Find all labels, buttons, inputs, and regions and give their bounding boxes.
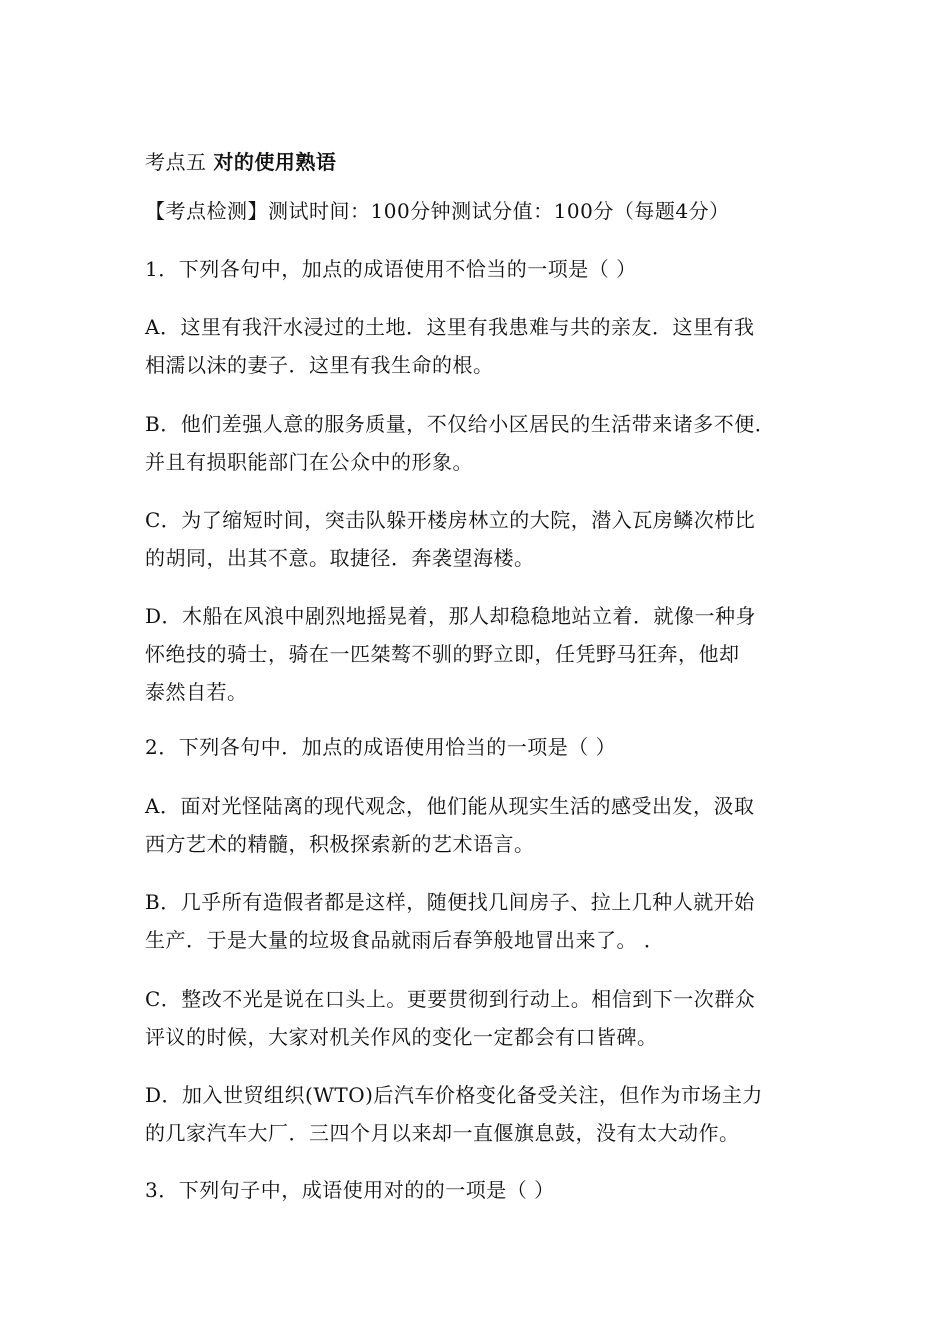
section-title bbox=[145, 143, 825, 181]
question-1-stem bbox=[145, 250, 825, 288]
question-1-option-d bbox=[145, 597, 825, 711]
test-info-text: 【考点检测】测试时间：100分钟测试分值：100分（每题4分） bbox=[145, 199, 730, 223]
question-3-stem bbox=[145, 1171, 825, 1209]
option-line: D．木船在风浪中剧烈地摇晃着，那人却稳稳地站立着．就像一种身 bbox=[145, 604, 757, 628]
section-number: 考点五 bbox=[145, 150, 207, 174]
option-line: C．为了缩短时间，突击队躲开楼房林立的大院，潜入瓦房鳞次栉比 bbox=[145, 508, 756, 532]
option-line: 相濡以沫的妻子．这里有我生命的根。 bbox=[145, 353, 494, 377]
option-line: 西方艺术的精髓，积极探索新的艺术语言。 bbox=[145, 832, 535, 856]
option-line: 并且有损职能部门在公众中的形象。 bbox=[145, 450, 473, 474]
question-2-option-b bbox=[145, 883, 825, 959]
question-stem: 1．下列各句中，加点的成语使用不恰当的一项是（ ） bbox=[145, 257, 637, 281]
question-2-option-d bbox=[145, 1076, 825, 1152]
option-line: 的胡同，出其不意。取捷径．奔袭望海楼。 bbox=[145, 546, 535, 570]
option-line: B．几乎所有造假者都是这样，随便找几间房子、拉上几种人就开始 bbox=[145, 890, 755, 914]
option-line: B．他们差强人意的服务质量，不仅给小区居民的生活带来诸多不便． bbox=[145, 412, 776, 436]
option-line: A．这里有我汗水浸过的土地．这里有我患难与共的亲友．这里有我 bbox=[145, 315, 755, 339]
question-2-option-c bbox=[145, 980, 825, 1056]
option-line: C．整改不光是说在口头上。更要贯彻到行动上。相信到下一次群众 bbox=[145, 987, 756, 1011]
question-1-option-a bbox=[145, 308, 825, 384]
option-line: 评议的时候，大家对机关作风的变化一定都会有口皆碑。 bbox=[145, 1025, 658, 1049]
section-heading: 对的使用熟语 bbox=[213, 150, 337, 174]
question-1-option-c bbox=[145, 501, 825, 577]
question-2-option-a bbox=[145, 787, 825, 863]
option-line: 的几家汽车大厂．三四个月以来却一直偃旗息鼓，没有太大动作。 bbox=[145, 1121, 740, 1145]
option-line: 怀绝技的骑士，骑在一匹桀骜不驯的野立即，任凭野马狂奔，他却 bbox=[145, 642, 740, 666]
question-stem: 2．下列各句中．加点的成语使用恰当的一项是（ ） bbox=[145, 735, 617, 759]
question-stem: 3．下列句子中，成语使用对的的一项是（ ） bbox=[145, 1178, 555, 1202]
option-line: A．面对光怪陆离的现代观念，他们能从现实生活的感受出发，汲取 bbox=[145, 794, 755, 818]
test-info bbox=[145, 192, 825, 230]
option-line: 泰然自若。 bbox=[145, 680, 248, 704]
option-line: D．加入世贸组织(WTO)后汽车价格变化备受关注，但作为市场主力 bbox=[145, 1083, 763, 1107]
question-1-option-b bbox=[145, 405, 825, 481]
option-line: 生产．于是大量的垃圾食品就雨后春笋般地冒出来了。 ． bbox=[145, 928, 665, 952]
question-2-stem bbox=[145, 728, 825, 766]
